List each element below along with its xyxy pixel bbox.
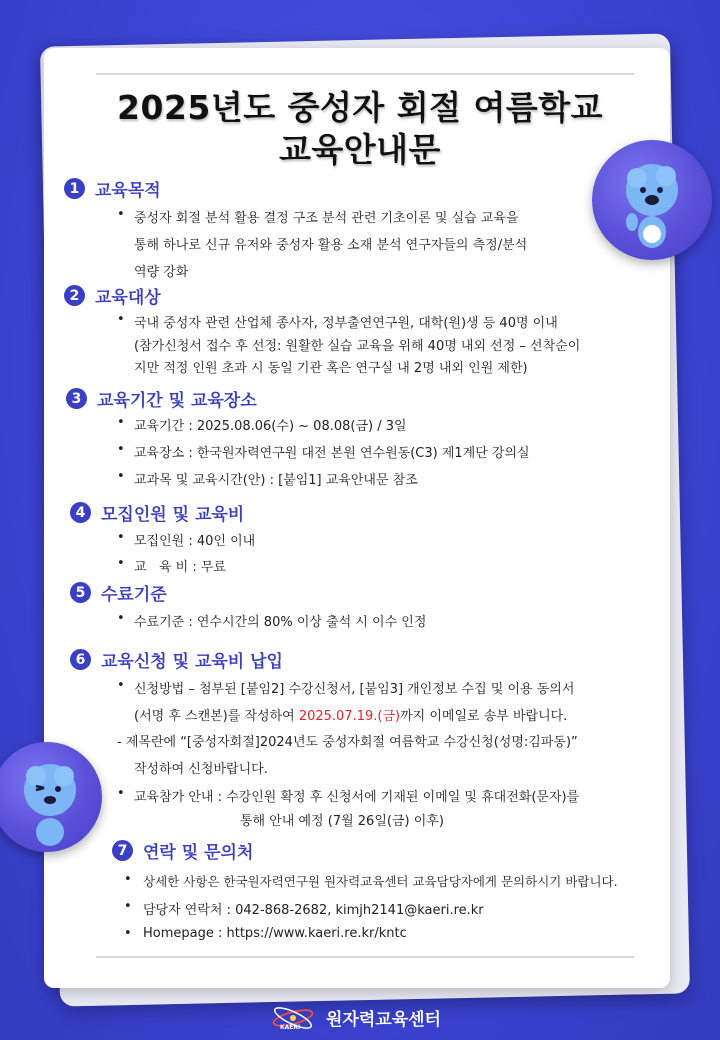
section-number-badge: 7 bbox=[112, 840, 133, 861]
body-text: 통해 하나로 신규 유저와 중성자 활용 소재 분석 연구자들의 측정/분석 bbox=[134, 238, 528, 253]
body-text: - 제목란에 “[중성자회절]2024년도 중성자회절 여름학교 수강신청(성명:김파동)” bbox=[117, 735, 578, 750]
bullet-icon: • bbox=[117, 442, 125, 457]
body-text: 국내 중성자 관련 산업체 종사자, 정부출연연구원, 대학(원)생 등 40명 이내 bbox=[134, 316, 558, 331]
section-heading-text: 교육기간 및 교육장소 bbox=[97, 391, 257, 411]
page-title: 2025년도 중성자 회절 여름학교 bbox=[117, 88, 603, 127]
bullet-icon: • bbox=[117, 556, 125, 571]
body-text: 작성하여 신청바랍니다. bbox=[134, 762, 268, 777]
section-heading-2 bbox=[64, 283, 161, 308]
page-subtitle: 교육안내문 bbox=[279, 130, 441, 169]
logo-mark-text: KAERI bbox=[280, 1024, 301, 1031]
divider bbox=[96, 956, 634, 958]
body-text: (서명 후 스캔본)를 작성하여 bbox=[134, 709, 299, 724]
body-text: 수료기준 : 연수시간의 80% 이상 출석 시 이수 인정 bbox=[134, 615, 427, 630]
section-heading-4 bbox=[70, 500, 244, 525]
body-text: 교육기간 : 2025.08.06(수) ~ 08.08(금) / 3일 bbox=[134, 419, 407, 434]
body-text: 통해 안내 예정 (7월 26일(금) 이후) bbox=[240, 814, 444, 829]
kaeri-logo bbox=[268, 1002, 441, 1032]
section-heading-text: 모집인원 및 교육비 bbox=[101, 505, 245, 525]
section-heading-text: 교육신청 및 교육비 납입 bbox=[101, 652, 283, 672]
bullet-icon: • bbox=[117, 469, 125, 484]
section-heading-7 bbox=[112, 838, 253, 863]
section-number-badge: 4 bbox=[70, 502, 91, 523]
section-heading-5 bbox=[70, 580, 167, 605]
divider bbox=[96, 73, 634, 75]
section-number-badge: 2 bbox=[64, 285, 85, 306]
bullet-icon: • bbox=[124, 926, 132, 941]
body-text: 중성자 회절 분석 활용 결정 구조 분석 관련 기초이론 및 실습 교육을 bbox=[134, 211, 519, 226]
bullet-icon: • bbox=[117, 611, 125, 626]
body-text: 상세한 사항은 한국원자력연구원 원자력교육센터 교육담당자에게 문의하시기 바랍니다. bbox=[143, 874, 618, 889]
body-text: 역량 강화 bbox=[134, 265, 189, 280]
body-text: 지만 적정 인원 초과 시 동일 기관 혹은 연구실 내 2명 내외 인원 제한) bbox=[134, 361, 528, 376]
homepage-link[interactable]: Homepage : https://www.kaeri.re.kr/kntc bbox=[143, 926, 407, 941]
section-heading-6 bbox=[70, 647, 283, 672]
section-heading-text: 교육대상 bbox=[95, 288, 161, 308]
mascot-figure-icon bbox=[592, 140, 712, 260]
section-heading-3 bbox=[66, 386, 257, 411]
mascot-figure-icon bbox=[0, 742, 102, 852]
section-number-badge: 6 bbox=[70, 649, 91, 670]
bullet-icon: • bbox=[124, 872, 132, 887]
org-name: 원자력교육센터 bbox=[326, 1009, 441, 1030]
section-number-badge: 1 bbox=[64, 178, 85, 199]
body-text: 교육장소 : 한국원자력연구원 대전 본원 연수원동(C3) 제1계단 강의실 bbox=[134, 446, 530, 461]
bullet-icon: • bbox=[124, 899, 132, 914]
section-heading-text: 수료기준 bbox=[101, 585, 167, 605]
bullet-icon: • bbox=[117, 530, 125, 545]
bullet-icon: • bbox=[117, 312, 125, 327]
deadline-date: 2025.07.19.(금) bbox=[298, 709, 401, 724]
section-heading-text: 교육목적 bbox=[95, 181, 161, 201]
body-text: 교육참가 안내 : 수강인원 확정 후 신청서에 기재된 이메일 및 휴대전화(문자)를 bbox=[134, 790, 580, 805]
section-heading-1 bbox=[64, 176, 161, 201]
contact-text: 담당자 연락처 : 042-868-2682, kimjh2141@kaeri.re.kr bbox=[143, 903, 484, 918]
bullet-icon: • bbox=[117, 415, 125, 430]
bullet-icon: • bbox=[117, 786, 125, 801]
bullet-icon: • bbox=[117, 207, 125, 222]
mascot-character-winking-icon bbox=[0, 742, 102, 852]
mascot-character-icon bbox=[592, 140, 712, 260]
section-number-badge: 3 bbox=[66, 388, 87, 409]
body-text bbox=[134, 705, 567, 724]
bullet-icon: • bbox=[117, 678, 125, 693]
body-text: 까지 이메일로 송부 바랍니다. bbox=[400, 709, 568, 724]
body-text: 모집인원 : 40인 이내 bbox=[134, 534, 256, 549]
section-heading-text: 연락 및 문의처 bbox=[143, 843, 254, 863]
body-text: 신청방법 – 첨부된 [붙임2] 수강신청서, [붙임3] 개인정보 수집 및 이용 동의서 bbox=[134, 682, 575, 697]
section-number-badge: 5 bbox=[70, 582, 91, 603]
body-text: 교과목 및 교육시간(안) : [붙임1] 교육안내문 참조 bbox=[134, 473, 418, 488]
body-text: 교 육 비 : 무료 bbox=[134, 560, 226, 575]
body-text: (참가신청서 접수 후 선정: 원활한 실습 교육을 위해 40명 내외 선정 – 선착순이 bbox=[134, 339, 581, 354]
